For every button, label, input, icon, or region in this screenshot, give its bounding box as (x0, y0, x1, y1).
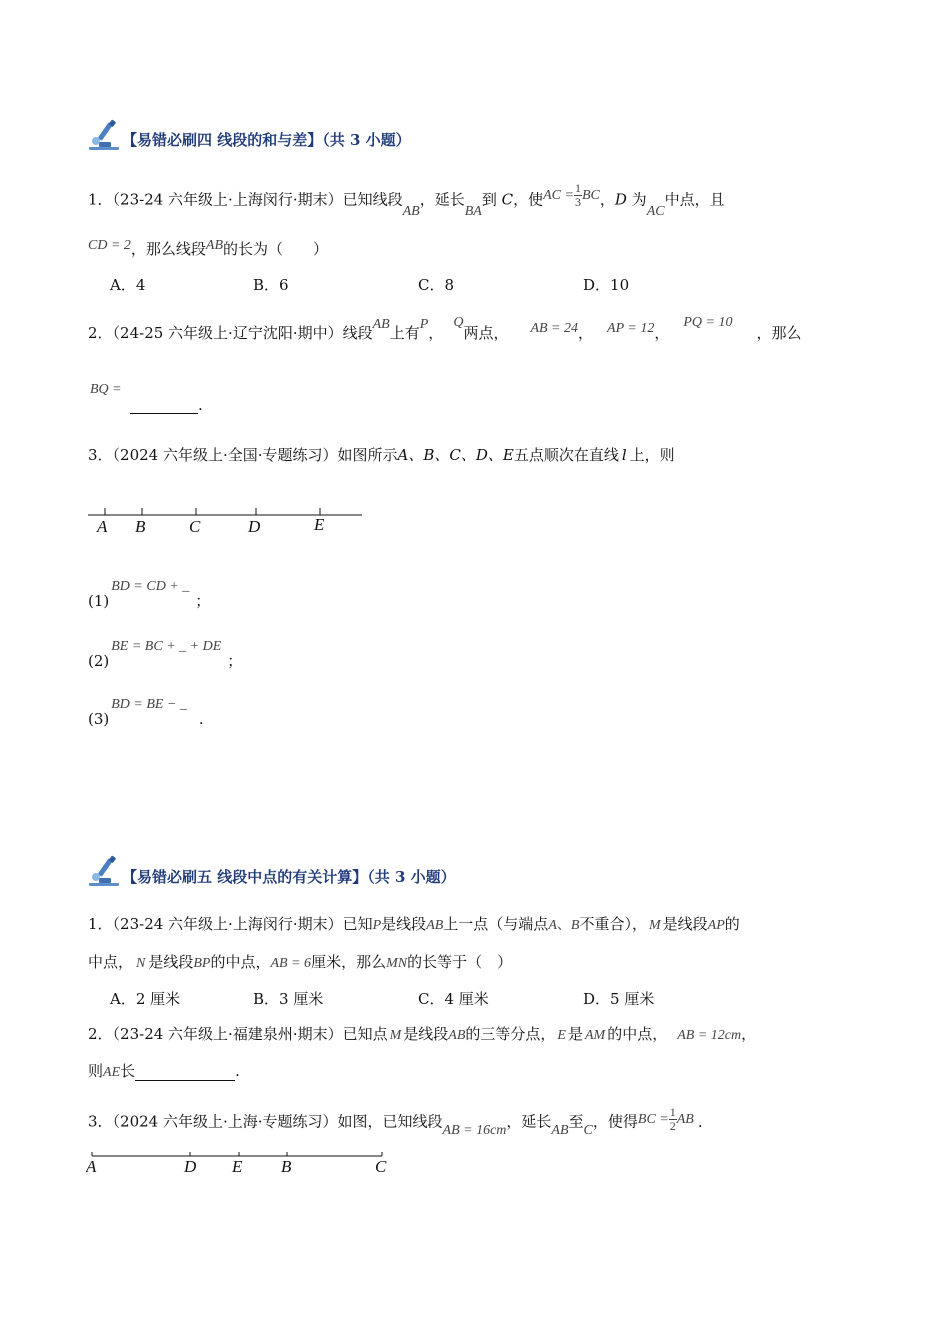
s5-q1-text: 是线段 (148, 953, 194, 971)
s4-q1-source: （23-24 六年级上·上海闵行·期末）已知线段 (112, 190, 403, 209)
s5-q2-text: 是 (567, 1025, 583, 1043)
s4-q1-ab: AB (402, 203, 420, 219)
s4-q1-cd2: CD = 2 (88, 238, 131, 253)
s5-q3-c: C (583, 1122, 593, 1138)
s5-q1-text: 是线段 (381, 915, 427, 933)
fraction-numerator: 1 (669, 1105, 676, 1119)
s4-q3-sub3 (88, 694, 204, 728)
s5-q3-equation (637, 1105, 694, 1133)
s4-q1-ba: BA (464, 203, 482, 219)
s5-q2-line1 (88, 1023, 756, 1044)
s5-q1-bp: BP (193, 956, 211, 971)
s5-q1-choice-a: A．2 厘米 (110, 990, 181, 1008)
s5-q1-ab: AB (426, 918, 444, 933)
s5-q1-source: （23-24 六年级上·上海闵行·期末）已知 (112, 915, 373, 933)
label-b: B (281, 1157, 292, 1176)
fraction-denominator: 2 (669, 1119, 676, 1133)
s5-q2-ae: AE (103, 1065, 121, 1080)
label-c: C (189, 517, 201, 536)
s5-q3-line1 (88, 1105, 703, 1138)
s4-q3-sub2 (88, 634, 243, 670)
s5-q2-source: （23-24 六年级上·福建泉州·期末）已知点 (112, 1025, 388, 1043)
s5-q1-text: 不重合）， (579, 915, 647, 933)
section4-title: 【易错必刷四 线段的和与差】（共 3 小题） (122, 131, 411, 149)
s4-q2-number: 2． (88, 324, 113, 342)
s5-q3-text: ，使得 (592, 1112, 638, 1131)
s5-q1-b: B (570, 918, 580, 933)
s4-q1-choice-d: D．10 (583, 276, 630, 294)
s5-q1-text: 的 (724, 915, 740, 933)
s5-q3-number: 3． (88, 1112, 113, 1131)
answer-blank (130, 399, 198, 414)
s5-q1-number: 1． (88, 915, 113, 933)
s4-q1-choice-c: C．8 (418, 276, 455, 294)
label-d: D (184, 1157, 197, 1176)
s5-q2-line2 (88, 1060, 240, 1081)
s5-q2-number: 2． (88, 1025, 113, 1043)
s4-q1-text: ， (599, 190, 615, 209)
s5-q1-text: 厘米，那么 (311, 953, 387, 971)
s4-q2-q: Q (453, 315, 464, 330)
s4-q2-ab24: AB = 24 (530, 321, 579, 336)
s4-q1-text: 到 (481, 190, 502, 209)
s5-q2-am: AM (585, 1028, 606, 1043)
s4-q2-line1 (88, 315, 802, 343)
s4-q1-d: D (614, 190, 627, 209)
s5-q1-ap: AP (707, 918, 725, 933)
answer-blank (135, 1066, 235, 1081)
s5-q1-choice-b: B．3 厘米 (253, 990, 324, 1008)
s5-q2-text: 是线段 (403, 1025, 449, 1043)
sub-label: (1) (88, 592, 110, 610)
s5-q2-text: 的三等分点， (465, 1025, 556, 1043)
s5-q3-eq-right: AB (676, 1111, 694, 1127)
sub-end: ； (227, 652, 243, 670)
label-a: A (97, 517, 108, 536)
s4-q2-source: （24-25 六年级上·辽宁沈阳·期中）线段 (112, 324, 373, 342)
s4-q1-ac: AC (646, 203, 665, 219)
s4-q2-text: 上有 (389, 324, 420, 342)
s4-q2-text: ， (654, 324, 670, 342)
s5-q3-text: 至 (568, 1112, 584, 1131)
s5-q1-a: A (548, 918, 557, 933)
s5-q1-mn: MN (386, 956, 408, 971)
s4-q2-end: . (198, 396, 203, 414)
s4-q2-bq: BQ = (90, 382, 122, 397)
label-e: E (314, 515, 325, 534)
s4-q2-text: ，那么 (756, 324, 802, 342)
s4-q1-line1 (88, 181, 725, 219)
s5-q1-ab6: AB = 6 (270, 956, 312, 971)
s4-q1-equation (543, 181, 600, 209)
s5-q1-text: 的长等于（ ） (407, 953, 513, 971)
s5-q1-text: 的中点， (210, 953, 271, 971)
s4-q1-eq-right: BC (581, 187, 600, 203)
s5-q2-ab12: AB = 12cm (677, 1028, 742, 1043)
s4-q1-text: ，那么线段 (130, 240, 206, 258)
s5-q3-ab16: AB = 16cm (442, 1122, 507, 1138)
s4-q3-l: l (621, 446, 627, 464)
sub-label: (3) (88, 710, 110, 728)
s5-q3-figure (86, 1148, 396, 1182)
s4-q1-c: C (501, 190, 514, 209)
s4-q1-text: 的长为（ ） (223, 240, 329, 258)
s4-q2-p: P (419, 317, 429, 332)
microscope-icon (86, 854, 122, 890)
s5-q1-text: 中点， (88, 953, 134, 971)
label-b: B (135, 517, 146, 536)
label-c: C (375, 1157, 387, 1176)
s5-q1-text: 是线段 (662, 915, 708, 933)
s5-q3-text: ，延长 (506, 1112, 552, 1131)
s4-q2-ab: AB (372, 317, 390, 332)
s4-q3-sub1 (88, 574, 211, 610)
s4-q1-eq-left: AC = (543, 187, 574, 203)
s4-q1-line2 (88, 238, 328, 259)
s4-q2-ap12: AP = 12 (607, 321, 655, 336)
sub2-expression: BE = BC + _ + DE (111, 639, 222, 654)
label-e: E (232, 1157, 243, 1176)
sub-end: ； (195, 592, 211, 610)
s4-q3-source: （2024 六年级上·全国·专题练习）如图所示 (112, 446, 398, 464)
sub3-expression: BD = BE − _ (111, 697, 187, 712)
s5-q2-m: M (389, 1028, 402, 1043)
s4-q1-choice-a: A．4 (110, 276, 146, 294)
s4-q2-pq10: PQ = 10 (683, 315, 733, 330)
s4-q1-number: 1． (88, 190, 113, 209)
s4-q1-text: 中点，且 (664, 190, 725, 209)
s4-q2-answer-blank (130, 396, 203, 414)
s5-q1-text: 上一点（与端点 (443, 915, 549, 933)
s4-q1-text: ，使 (513, 190, 544, 209)
s5-q2-text: ， (741, 1025, 757, 1043)
s5-q2-e: E (557, 1028, 566, 1043)
s4-q2-text: 两点， (463, 324, 509, 342)
s5-q3-fraction (669, 1106, 677, 1133)
sub1-expression: BD = CD + _ (111, 579, 190, 594)
s4-q3-text: 上，则 (629, 446, 675, 464)
s4-q3-figure (86, 502, 376, 542)
s4-q2-text: ， (428, 324, 444, 342)
s4-q1-fraction (574, 182, 582, 209)
s5-q1-choice-d: D．5 厘米 (583, 990, 655, 1008)
s5-q2-text: 长 (120, 1062, 136, 1080)
s5-q1-sep: 、 (556, 918, 571, 933)
s5-q2-ab: AB (448, 1028, 466, 1043)
s4-q1-choice-b: B．6 (253, 276, 289, 294)
s5-q1-choice-c: C．4 厘米 (418, 990, 489, 1008)
fraction-numerator: 1 (574, 181, 581, 195)
s5-q1-line1 (88, 913, 740, 934)
s4-q1-text: 为 (626, 190, 647, 209)
s5-q3-source: （2024 六年级上·上海·专题练习）如图，已知线段 (112, 1112, 443, 1131)
section5-title: 【易错必刷五 线段中点的有关计算】（共 3 小题） (122, 868, 456, 886)
s5-q1-m: M (648, 918, 661, 933)
s5-q1-p: P (372, 918, 382, 933)
fraction-denominator: 3 (574, 195, 581, 209)
s4-q3-number: 3． (88, 446, 113, 464)
s4-q3-points: A、B、C、D、E (397, 446, 514, 464)
label-d: D (248, 517, 261, 536)
s4-q3-line1 (88, 444, 675, 465)
s5-q1-n: N (136, 956, 146, 971)
s5-q2-text: 则 (88, 1062, 104, 1080)
s5-q1-line2 (88, 951, 512, 972)
s5-q3-ab: AB (551, 1122, 569, 1138)
s5-q3-eq-left: BC = (637, 1111, 669, 1127)
s4-q2-text: ， (578, 324, 594, 342)
s4-q1-text: ，延长 (419, 190, 465, 209)
sub-end: . (198, 710, 204, 728)
s4-q3-text: 五点顺次在直线 (513, 446, 619, 464)
label-a: A (86, 1157, 97, 1176)
s4-q1-ab2: AB (205, 238, 224, 253)
s5-q3-end: . (697, 1112, 703, 1131)
microscope-icon (86, 118, 122, 154)
s5-q2-end: . (235, 1062, 240, 1080)
sub-label: (2) (88, 652, 110, 670)
s5-q2-text: 的中点， (607, 1025, 668, 1043)
